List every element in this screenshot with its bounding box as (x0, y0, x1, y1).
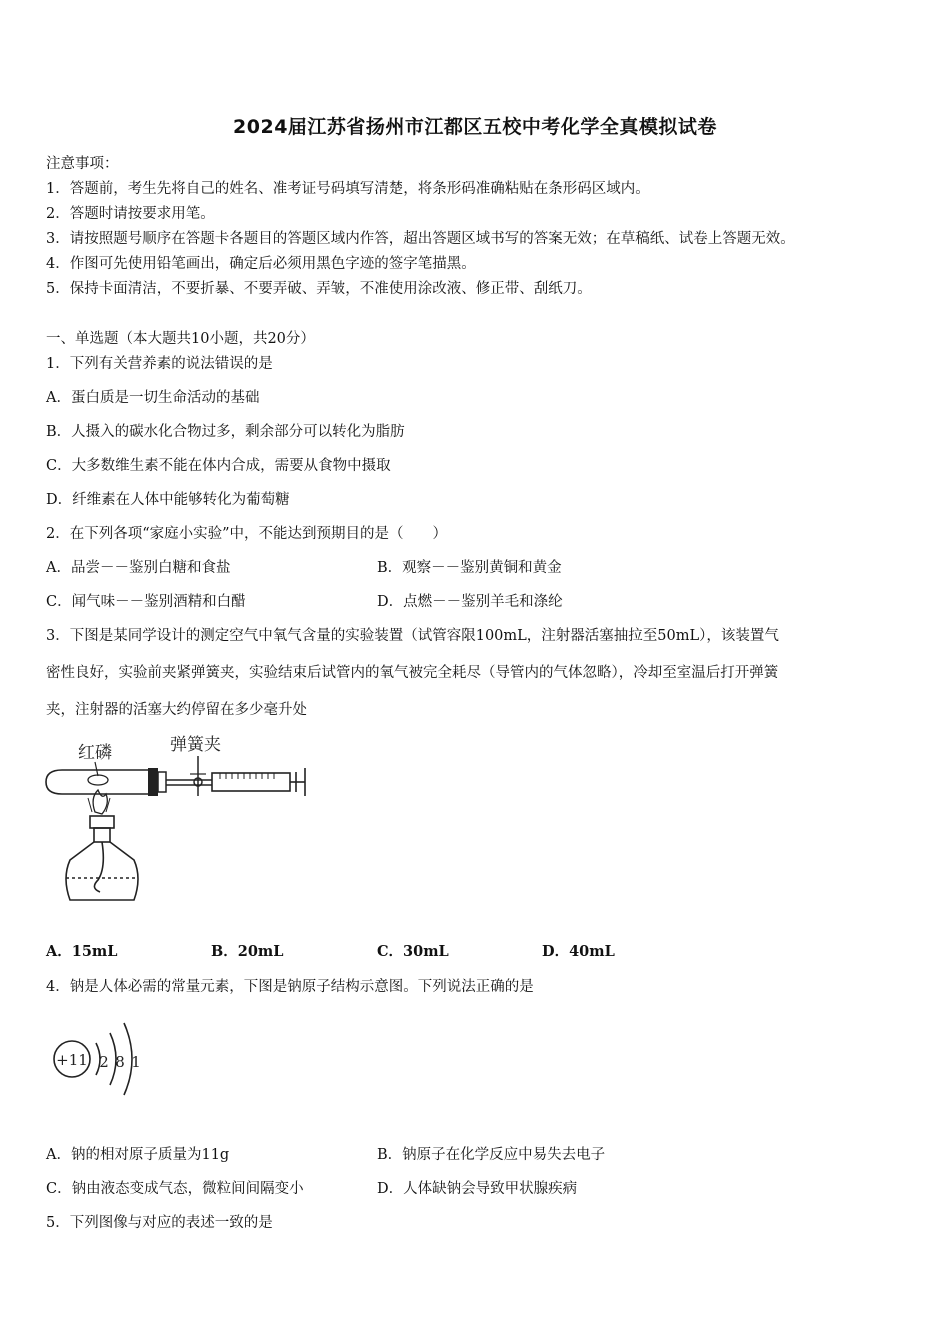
sodium-atom-diagram (46, 1015, 156, 1110)
nucleus-charge: +11 (56, 1051, 88, 1069)
notice-heading: 注意事项： (46, 156, 119, 172)
label-spring-clip: 弹簧夹 (170, 735, 221, 755)
alcohol-lamp-icon (66, 816, 138, 900)
q3-option-a: A．15mL (46, 943, 118, 960)
q1-option-a: A．蛋白质是一切生命活动的基础 (46, 390, 260, 406)
q4-option-a: A．钠的相对原子质量为11g (46, 1147, 230, 1163)
question-3-stem-line: 3．下图是某同学设计的测定空气中氧气含量的实验装置（试管容限100mL，注射器活塞抽拉至50mL），该装置气 (46, 628, 779, 644)
notice-item: 5．保持卡面清洁，不要折暴、不要弄破、弄皱，不准使用涂改液、修正带、刮纸刀。 (46, 281, 592, 297)
q2-option-a: A．品尝－－鉴别白糖和食盐 (46, 560, 231, 576)
q4-option-d: D．人体缺钠会导致甲状腺疾病 (377, 1181, 578, 1197)
q2-option-c: C．闻气味－－鉴别酒精和白醋 (46, 594, 246, 610)
question-3-stem-line: 夹，注射器的活塞大约停留在多少毫升处 (46, 702, 307, 718)
red-phosphorus-icon (88, 775, 108, 785)
syringe-icon (212, 768, 305, 796)
q1-option-c: C．大多数维生素不能在体内合成，需要从食物中摄取 (46, 458, 391, 474)
label-red-phosphorus: 红磷 (78, 743, 112, 763)
question-2-stem: 2．在下列各项“家庭小实验”中，不能达到预期目的是（ ） (46, 526, 448, 542)
notice-item: 4．作图可先使用铅笔画出，确定后必须用黑色字迹的签字笔描黑。 (46, 256, 476, 272)
q3-option-d: D．40mL (542, 943, 615, 960)
q4-option-c: C．钠由液态变成气态，微粒间间隔变小 (46, 1181, 304, 1197)
question-1-stem: 1．下列有关营养素的说法错误的是 (46, 356, 273, 372)
notice-item: 1．答题前，考生先将自己的姓名、准考证号码填写清楚，将条形码准确粘贴在条形码区域内。 (46, 181, 650, 197)
question-5-stem: 5．下列图像与对应的表述一致的是 (46, 1215, 273, 1231)
pointer-line (95, 762, 98, 776)
question-4-stem: 4．钠是人体必需的常量元素，下图是钠原子结构示意图。下列说法正确的是 (46, 979, 534, 995)
shell-electrons: 1 (131, 1053, 141, 1071)
q3-option-b: B．20mL (211, 943, 284, 960)
q1-option-b: B．人摄入的碳水化合物过多，剩余部分可以转化为脂肪 (46, 424, 405, 440)
q1-option-d: D．纤维素在人体中能够转化为葡萄糖 (46, 492, 290, 508)
q2-option-d: D．点燃－－鉴别羊毛和涤纶 (377, 594, 563, 610)
page-title: 2024届江苏省扬州市江都区五校中考化学全真模拟试卷 (233, 116, 717, 138)
question-3-stem-line: 密性良好，实验前夹紧弹簧夹，实验结束后试管内的氧气被完全耗尽（导管内的气体忽略），冷却至室温后打开弹簧 (46, 665, 779, 681)
notice-item: 3．请按照题号顺序在答题卡各题目的答题区域内作答，超出答题区域书写的答案无效；在草稿纸、试卷上答题无效。 (46, 231, 795, 247)
notice-item: 2．答题时请按要求用笔。 (46, 206, 215, 222)
q3-option-c: C．30mL (377, 943, 449, 960)
q4-option-b: B．钠原子在化学反应中易失去电子 (377, 1147, 606, 1163)
section-heading: 一、单选题（本大题共10小题，共20分） (46, 331, 315, 347)
shell-electrons: 2 (99, 1053, 109, 1071)
q2-option-b: B．观察－－鉴别黄铜和黄金 (377, 560, 562, 576)
apparatus-figure (40, 728, 320, 913)
rubber-stopper (148, 768, 158, 796)
shell-electrons: 8 (115, 1053, 125, 1071)
